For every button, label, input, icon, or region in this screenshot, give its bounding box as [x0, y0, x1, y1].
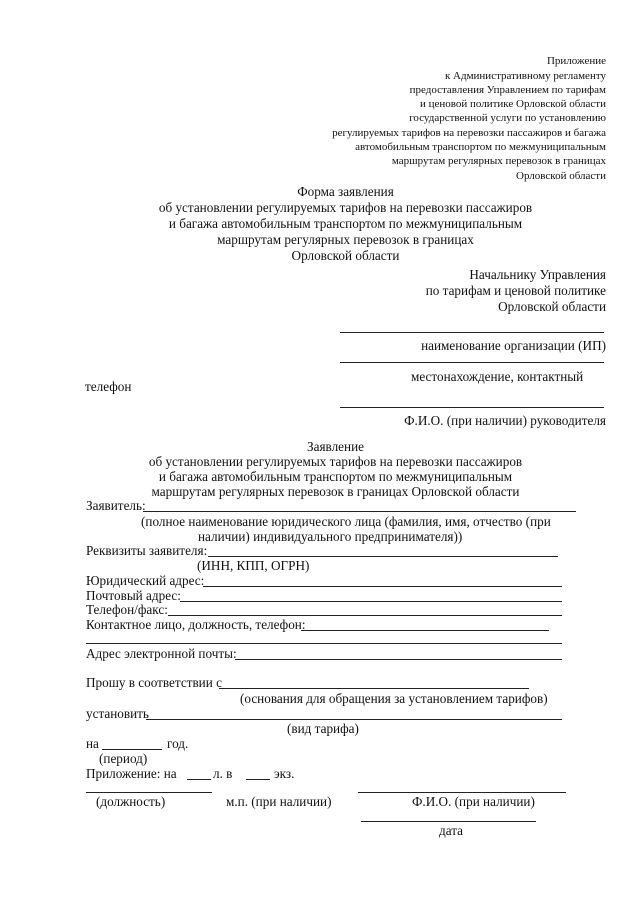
head-name-caption: Ф.И.О. (при наличии) руководителя — [404, 413, 606, 428]
applicant-label: Заявитель: — [86, 498, 146, 513]
copies-line[interactable] — [246, 779, 270, 780]
head-name-line[interactable] — [340, 407, 604, 408]
location-line[interactable] — [340, 362, 604, 363]
copies-label: экз. — [274, 766, 295, 781]
contact-label: Контактное лицо, должность, телефон: — [86, 617, 306, 632]
legal-address-line[interactable] — [203, 586, 562, 587]
applicant-hint-1: (полное наименование юридического лица (фамилия, имя, отчество (при — [141, 514, 551, 529]
requisites-hint: (ИНН, КПП, ОГРН) — [197, 558, 310, 573]
year-label: год. — [167, 736, 189, 751]
name-caption: Ф.И.О. (при наличии) — [412, 794, 535, 809]
form-title-line-1: Форма заявления — [297, 184, 394, 199]
request-hint: (основания для обращения за установлением тарифов) — [240, 691, 548, 706]
phone-fax-line[interactable] — [168, 615, 562, 616]
phone-fax-label: Телефон/факс: — [86, 602, 168, 617]
phone-caption: телефон — [85, 379, 132, 394]
period-hint: (период) — [99, 751, 148, 766]
statement-line-3: и багажа автомобильным транспортом по межмуниципальным — [158, 469, 513, 484]
appendix-line-1: Приложение — [546, 55, 606, 67]
statement-line-2: об установлении регулируемых тарифов на перевозки пассажиров — [148, 454, 523, 469]
requisites-label: Реквизиты заявителя: — [86, 543, 208, 558]
position-line[interactable] — [86, 792, 212, 793]
applicant-hint-2: наличии) индивидуального предпринимателя)) — [198, 529, 463, 544]
name-line[interactable] — [358, 792, 566, 793]
addressee-line-1: Начальнику Управления — [469, 267, 606, 282]
stamp-caption: м.п. (при наличии) — [226, 794, 332, 809]
appendix-line-3: предоставления Управлением по тарифам — [409, 84, 606, 96]
appendix-line-2: к Административному регламенту — [444, 70, 606, 82]
legal-address-label: Юридический адрес: — [86, 573, 205, 588]
form-title-line-5: Орловской области — [291, 248, 400, 263]
postal-address-line[interactable] — [180, 601, 562, 602]
location-caption: местонахождение, контактный — [411, 369, 584, 384]
email-label: Адрес электронной почты: — [86, 646, 237, 661]
establish-label: установить — [86, 706, 149, 721]
appendix-line-8: маршрутам регулярных перевозок в границах — [391, 155, 606, 167]
statement-line-4: маршрутам регулярных перевозок в границах Орловской области — [151, 484, 520, 499]
form-title-line-4: маршрутам регулярных перевозок в границах — [217, 232, 474, 247]
addressee-line-3: Орловской области — [498, 299, 606, 314]
appendix-line-6: регулируемых тарифов на перевозки пассажиров и багажа — [332, 127, 606, 139]
form-title-line-3: и багажа автомобильным транспортом по межмуниципальным — [168, 216, 523, 231]
appendix-line-5: государственной услуги по установлению — [409, 112, 606, 124]
appendix-line-9: Орловской области — [516, 170, 606, 182]
tariff-hint: (вид тарифа) — [287, 721, 359, 736]
sheets-line[interactable] — [187, 779, 211, 780]
postal-address-label: Почтовый адрес: — [86, 588, 181, 603]
appendix-line-4: и ценовой политике Орловской области — [419, 98, 606, 110]
email-line[interactable] — [235, 659, 562, 660]
date-line[interactable] — [361, 821, 536, 822]
contact-extra-line[interactable] — [86, 643, 562, 644]
position-caption: (должность) — [96, 794, 166, 809]
request-line[interactable] — [219, 688, 529, 689]
date-caption: дата — [439, 823, 463, 838]
for-label: на — [86, 736, 99, 751]
org-name-line[interactable] — [340, 332, 604, 333]
sheets-label: л. в — [213, 766, 233, 781]
org-name-caption: наименование организации (ИП) — [421, 338, 606, 353]
form-title-line-2: об установлении регулируемых тарифов на перевозки пассажиров — [158, 200, 533, 215]
statement-line-1: Заявление — [307, 439, 364, 454]
addressee-line-2: по тарифам и ценовой политике — [425, 283, 606, 298]
requisites-line[interactable] — [208, 556, 558, 557]
applicant-line[interactable] — [143, 511, 576, 512]
year-line[interactable] — [102, 749, 162, 750]
appendix-line-7: автомобильным транспортом по межмуниципальным — [355, 141, 606, 153]
request-label: Прошу в соответствии с — [86, 675, 222, 690]
establish-line[interactable] — [146, 719, 562, 720]
attachment-label: Приложение: на — [86, 766, 177, 781]
contact-line[interactable] — [301, 630, 549, 631]
